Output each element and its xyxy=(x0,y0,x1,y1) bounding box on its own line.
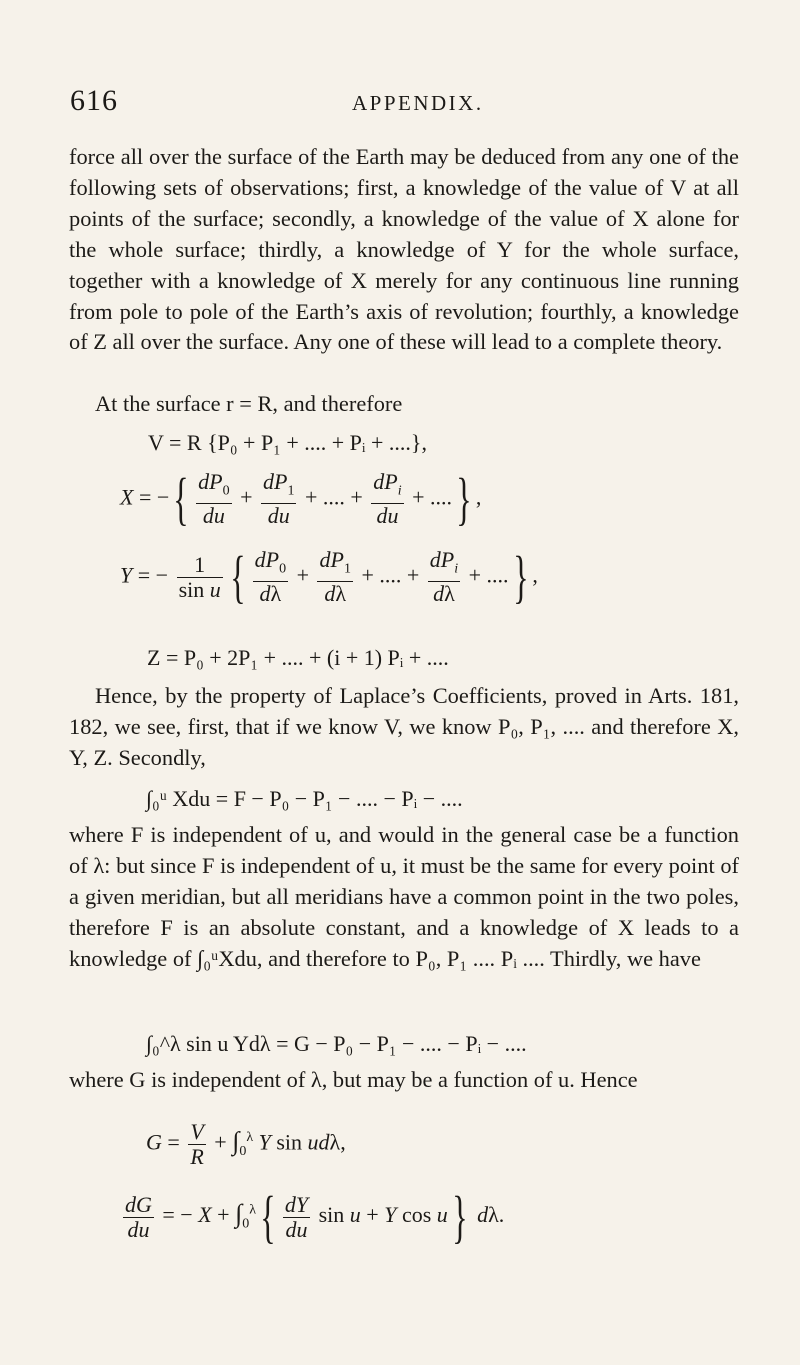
equation-y: Y = − $\frac{1}{\text{sin u}}$ { $\frac{dP_0}{d\lambda}$ + $\frac{dP_1}{d\lambda}$ + .... + $\frac{dP_i}{d\lambda}$ + ....} , xyxy=(120,544,538,610)
equation-g: G = $\frac{V}{R}$ + $\int_0^\lambda$ Y sin udλ, xyxy=(146,1119,346,1169)
page-number: 616 xyxy=(70,84,118,117)
paragraph-surface: At the surface r = R, and therefore xyxy=(95,391,403,416)
equation-z: Z = P₀ + 2P₁ + .... + (i + 1) Pᵢ + .... xyxy=(147,645,449,670)
paragraph-observations: force all over the surface of the Earth may be deduced from any one of the following sets of observations; first, a knowledge of the value of V at all points of the surface; secondly, a knowledge of the value of X alone for the whole surface; thirdly, a knowledge of Y for the whole surface, together with a knowledge of X merely for any continuous line running from pole to pole of the Earth’s axis of revolution; fourthly, a knowledge of Z all over the surface. Any one of these will lead to a complete theory. xyxy=(69,144,739,355)
paragraph-where-f: where F is independent of u, and would in the general case be a function of λ: but since F is independent of u, it must be the same for every point of a given meridian, but all meridians have a common point in the two poles, therefore F is an absolute constant, and a knowledge of X leads to a knowledge of ∫₀ᵘXdu, and therefore to P₀, P₁ .... Pᵢ .... Thirdly, we have xyxy=(69,822,739,971)
running-head: APPENDIX. xyxy=(352,91,484,115)
equation-integral-y: ∫₀^λ sin u Ydλ = G − P₀ − P₁ − .... − Pᵢ − .... xyxy=(146,1031,527,1056)
equation-x: X = −{ $\frac{dP_0}{du}$ + $\frac{dP_1}{du}$ + .... + $\frac{dP_i}{du}$ + ....} , xyxy=(120,466,482,532)
paragraph-hence: Hence, by the property of Laplace’s Coefficients, proved in Arts. 181, 182, we see, first, that if we know V, we know P₀, P₁, .... and therefore X, Y, Z. Secondly, xyxy=(69,683,739,770)
equation-integral-x: ∫₀ᵘ Xdu = F − P₀ − P₁ − .... − Pᵢ − .... xyxy=(146,786,463,811)
equation-dg-du: $\frac{dG}{du}$ = − $X + \int_0^\lambda${ $\frac{dY}{du}$ sin u + Y cos u} dλ. xyxy=(125,1184,505,1249)
equation-v: V = R {P₀ + P₁ + .... + Pᵢ + ....}, xyxy=(148,430,427,455)
paragraph-where-g: where G is independent of λ, but may be a function of u. Hence xyxy=(69,1067,638,1092)
